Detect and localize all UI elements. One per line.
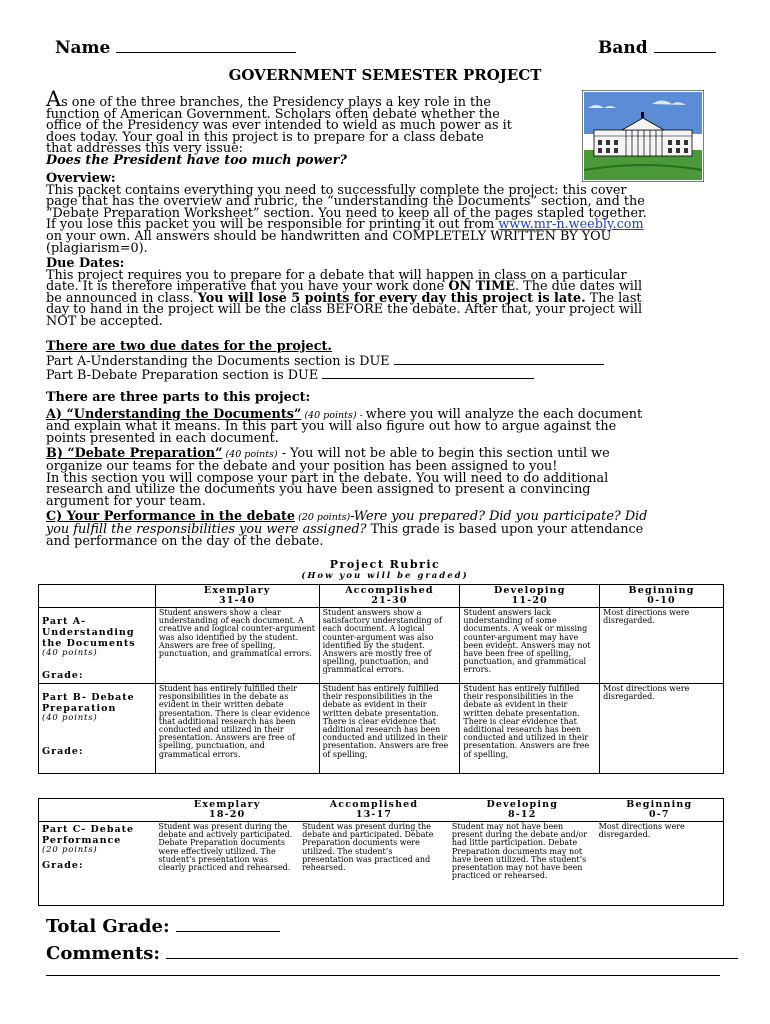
comments-field bbox=[46, 943, 738, 964]
part-b-text: argument for your team. bbox=[46, 493, 206, 509]
overview-line: This packet contains everything you need to successfully complete the project: this cover bbox=[46, 182, 627, 198]
table-row bbox=[39, 822, 724, 906]
intro-paragraph bbox=[46, 87, 576, 168]
on-time-text: ON TIME bbox=[448, 279, 516, 295]
rubric-header-developing: Developing 11-20 bbox=[460, 585, 600, 608]
grade-label: Grade: bbox=[42, 746, 84, 758]
part-c-text: and performance on the day of the debate. bbox=[46, 533, 324, 549]
rubric-cell: Student answers show a satisfactory understanding of each document. A logical counter-argument was also identified by the student. Answers are mostly free of spelling, punctuation, and grammatical errors. bbox=[319, 608, 460, 684]
rubric-header-exemplary: Exemplary 18-20 bbox=[193, 799, 261, 820]
due-line: This project requires you to prepare for a debate that will happen in class on a particular bbox=[46, 267, 627, 283]
part-b-text: research and utilize the documents you have been assigned to present a convincing bbox=[46, 482, 591, 498]
rubric-header-beginning: Beginning 0-7 bbox=[626, 799, 693, 820]
white-house-illustration bbox=[582, 90, 704, 182]
total-grade-field bbox=[46, 916, 280, 937]
part-b-text: - You will not be able to begin this section until we bbox=[277, 446, 610, 462]
rubric-cell: Most directions were disregarded. bbox=[596, 822, 724, 906]
row-label-part-a: Part A- Understanding the Documents (40 points) Grade: bbox=[39, 608, 156, 684]
row-label-part-c: Part C- Debate Performance (20 points) Grade: bbox=[39, 822, 156, 906]
rubric-header-beginning: Beginning 0-10 bbox=[600, 585, 724, 608]
website-link[interactable]: www.mr-n.weebly.com bbox=[498, 217, 644, 233]
part-b-label: B) “Debate Preparation” bbox=[46, 446, 223, 462]
drop-cap: A bbox=[46, 87, 62, 111]
rubric-table-c bbox=[38, 798, 724, 906]
rubric-corner bbox=[39, 585, 156, 608]
debate-question: Does the President have too much power? bbox=[46, 152, 347, 168]
grade-label: Grade: bbox=[42, 860, 84, 872]
overview-section bbox=[46, 173, 736, 254]
total-grade-blank[interactable] bbox=[176, 931, 280, 932]
part-a-points: (40 points) - bbox=[301, 409, 366, 421]
part-c-text: you fulfill the responsibilities you were assigned? bbox=[46, 521, 367, 537]
part-c-text: -Were you prepared? Did you participate? Did bbox=[350, 509, 648, 525]
page-title: GOVERNMENT SEMESTER PROJECT bbox=[228, 66, 542, 84]
overview-line: If you lose this packet you will be responsible for printing it out from bbox=[46, 217, 499, 233]
name-blank[interactable] bbox=[116, 52, 296, 53]
due-line: day to hand in the project will be the class BEFORE the debate. After that, your project will bbox=[46, 302, 643, 318]
part-a-text: points presented in each document. bbox=[46, 430, 279, 446]
overview-line: (plagiarism=0). bbox=[46, 240, 148, 256]
part-b-due-label: Part B-Debate Preparation section is DUE bbox=[46, 368, 319, 383]
rubric-table-ab bbox=[38, 584, 724, 774]
overview-line: page that has the overview and rubric, the “understanding the Documents” section, and the bbox=[46, 194, 645, 210]
rubric-cell: Most directions were disregarded. bbox=[600, 684, 724, 774]
name-label: Name bbox=[55, 38, 111, 58]
band-label: Band bbox=[598, 38, 648, 58]
band-blank[interactable] bbox=[654, 52, 716, 53]
table-row bbox=[39, 684, 724, 774]
part-b-text: In this section you will compose your part in the debate. You will need to do additional bbox=[46, 470, 609, 486]
overview-line: “Debate Preparation Worksheet” section. You need to keep all of the pages stapled together. bbox=[46, 205, 647, 221]
due-dates-section bbox=[46, 258, 736, 328]
name-field bbox=[55, 38, 296, 58]
part-a-label: A) “Understanding the Documents” bbox=[46, 406, 302, 422]
late-penalty-text: You will lose 5 points for every day this project is late. bbox=[197, 290, 586, 306]
row-label-part-b: Part B- Debate Preparation (40 points) Grade: bbox=[39, 684, 156, 774]
three-parts-heading: There are three parts to this project: bbox=[46, 390, 311, 405]
rubric-header-accomplished: Accomplished 21-30 bbox=[319, 585, 460, 608]
intro-line: does today. Your goal in this project is to prepare for a class debate bbox=[46, 129, 484, 145]
due-line: be announced in class. bbox=[46, 290, 198, 306]
part-a-due-label: Part A-Understanding the Documents section is DUE bbox=[46, 353, 390, 369]
comments-blank-2[interactable] bbox=[46, 975, 720, 976]
three-parts-section bbox=[46, 392, 736, 547]
due-line: . The due dates will bbox=[515, 279, 643, 295]
rubric-corner bbox=[39, 799, 156, 822]
rubric-cell: Student has entirely fulfilled their responsibilities in the debate as evident in their written debate presentation. There is clear evidence that additional research has been conducted and utilized in their presentation. Answers are free of spelling, bbox=[460, 684, 600, 774]
rubric-cell: Student was present during the debate and actively participated. Debate Preparation documents were effectively utilized. The student’s presentation was clearly practiced and rehearsed. bbox=[155, 822, 299, 906]
rubric-cell: Student was present during the debate and participated. Debate Preparation documents were utilized. The student’s presentation was practiced and rehearsed. bbox=[299, 822, 449, 906]
part-a-due-blank[interactable] bbox=[394, 364, 604, 365]
rubric-title: Project Rubric bbox=[329, 558, 441, 571]
rubric-header-developing: Developing 8-12 bbox=[486, 799, 559, 820]
intro-line: s one of the three branches, the Presidency plays a key role in the bbox=[61, 95, 491, 110]
rubric-cell: Most directions were disregarded. bbox=[600, 608, 724, 684]
rubric-subtitle: (How you will be graded) bbox=[301, 571, 469, 581]
part-a-text: and explain what it means. In this part you will also figure out how to argue against the bbox=[46, 419, 617, 435]
rubric-cell: Student answers show a clear understanding of each document. A creative and logical counter-argument was also identified by the student. Answers are free of spelling, punctuation, and grammatical errors. bbox=[155, 608, 319, 684]
part-b-points: (40 points) bbox=[222, 449, 278, 461]
due-line: The last bbox=[585, 290, 642, 306]
intro-line: office of the Presidency was ever intended to wield as much power as it bbox=[46, 118, 512, 134]
intro-line: that addresses this very issue: bbox=[46, 141, 243, 157]
comments-blank-1[interactable] bbox=[166, 958, 738, 959]
due-line: NOT be accepted. bbox=[46, 313, 163, 329]
intro-line: function of American Government. Scholars often debate whether the bbox=[46, 106, 500, 122]
band-field bbox=[598, 38, 716, 58]
due-dates-heading: Due Dates: bbox=[46, 256, 125, 271]
two-due-dates-section bbox=[46, 340, 736, 384]
part-c-points: (20 points) bbox=[295, 512, 351, 524]
due-line: date. It is therefore imperative that you have your work done bbox=[46, 279, 449, 295]
rubric-cell: Student has entirely fulfilled their responsibilities in the debate as evident in their written debate presentation. There is clear evidence that additional research has been conducted and utilized in their presentation. Answers are free of spelling, punctuation, and grammatical errors. bbox=[155, 684, 319, 774]
part-b-text: organize our teams for the debate and your position has been assigned to you! bbox=[46, 458, 558, 474]
rubric-cell: Student has entirely fulfilled their responsibilities in the debate as evident in their written debate presentation. There is clear evidence that additional research has been conducted and utilized in their presentation. Answers are free of spelling, bbox=[319, 684, 460, 774]
part-c-label: C) Your Performance in the debate bbox=[46, 509, 296, 525]
two-due-dates-heading: There are two due dates for the project. bbox=[46, 339, 332, 354]
part-b-due-blank[interactable] bbox=[322, 378, 534, 379]
overview-line: on your own. All answers should be handwritten and COMPLETELY WRITTEN BY YOU bbox=[46, 228, 612, 244]
comments-label: Comments: bbox=[46, 943, 161, 964]
total-grade-label: Total Grade: bbox=[46, 916, 170, 937]
part-a-text: where you will analyze the each document bbox=[365, 406, 643, 422]
overview-heading: Overview: bbox=[46, 171, 116, 186]
rubric-header-exemplary: Exemplary 31-40 bbox=[155, 585, 319, 608]
rubric-header-accomplished: Accomplished 13-17 bbox=[329, 799, 419, 820]
grade-label: Grade: bbox=[42, 670, 84, 682]
rubric-cell: Student answers lack understanding of some documents. A weak or missing counter-argument may have been evident. Answers may not have been free of spelling, punctuation, and grammatical errors. bbox=[460, 608, 600, 684]
rubric-cell: Student may not have been present during the debate and/or had little participation. Debate Preparation documents may not have been utilized. The student’s presentation may not have been practiced or rehearsed. bbox=[449, 822, 596, 906]
part-c-text: This grade is based upon your attendance bbox=[366, 521, 644, 537]
table-row bbox=[39, 608, 724, 684]
